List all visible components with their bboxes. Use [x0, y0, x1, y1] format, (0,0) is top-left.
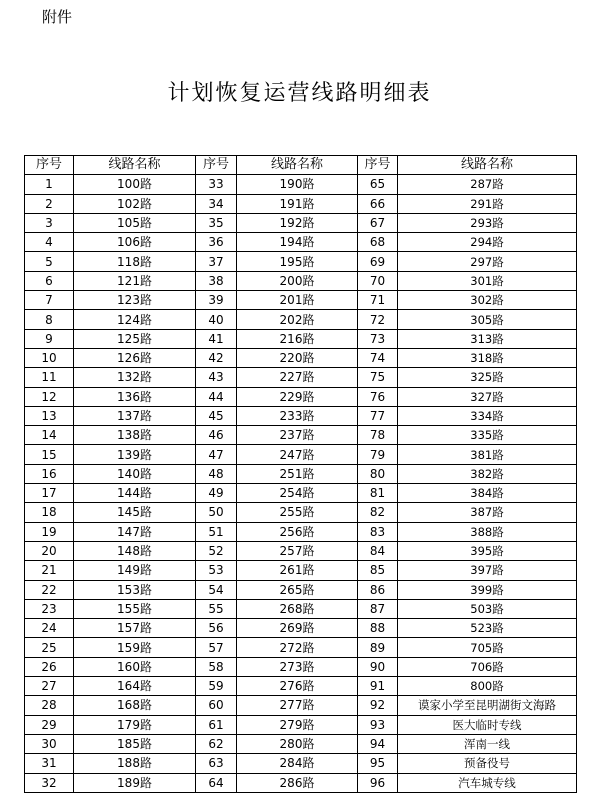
seq-cell: 54: [196, 580, 237, 599]
route-name-cell: 125路: [74, 329, 196, 348]
table-row: [25, 619, 577, 638]
route-name-cell: 139路: [74, 445, 196, 464]
table-row: [25, 599, 577, 618]
document-title: 计划恢复运营线路明细表: [167, 81, 432, 106]
route-name-cell: 189路: [74, 773, 196, 792]
route-name-cell: 194路: [237, 233, 358, 252]
route-name-cell: 149路: [74, 561, 196, 580]
seq-cell: 35: [196, 213, 237, 232]
seq-cell: 96: [358, 773, 398, 792]
route-name-cell: 159路: [74, 638, 196, 657]
seq-cell: 7: [25, 291, 74, 310]
table-row: [25, 271, 577, 290]
seq-cell: 18: [25, 503, 74, 522]
route-name-cell: 397路: [398, 561, 577, 580]
table-row: [25, 754, 577, 773]
seq-cell: 88: [358, 619, 398, 638]
route-name-cell: 164路: [74, 677, 196, 696]
route-name-cell: 123路: [74, 291, 196, 310]
route-name-cell: 297路: [398, 252, 577, 271]
seq-cell: 59: [196, 677, 237, 696]
table-row: [25, 734, 577, 753]
seq-cell: 55: [196, 599, 237, 618]
route-name-cell: 257路: [237, 541, 358, 560]
route-name-cell: 276路: [237, 677, 358, 696]
seq-cell: 27: [25, 677, 74, 696]
seq-cell: 2: [25, 194, 74, 213]
table-row: [25, 773, 577, 792]
seq-cell: 91: [358, 677, 398, 696]
table-row: [25, 580, 577, 599]
route-name-cell: 医大临时专线: [398, 715, 577, 734]
table-header-row: [25, 156, 577, 175]
route-name-cell: 327路: [398, 387, 577, 406]
seq-cell: 4: [25, 233, 74, 252]
seq-cell: 53: [196, 561, 237, 580]
seq-cell: 75: [358, 368, 398, 387]
seq-cell: 78: [358, 426, 398, 445]
seq-cell: 90: [358, 657, 398, 676]
seq-cell: 16: [25, 464, 74, 483]
seq-cell: 28: [25, 696, 74, 715]
route-name-cell: 291路: [398, 194, 577, 213]
route-name-cell: 280路: [237, 734, 358, 753]
route-name-cell: 251路: [237, 464, 358, 483]
table-row: [25, 348, 577, 367]
seq-cell: 26: [25, 657, 74, 676]
seq-cell: 34: [196, 194, 237, 213]
seq-cell: 60: [196, 696, 237, 715]
route-name-cell: 202路: [237, 310, 358, 329]
route-name-cell: 132路: [74, 368, 196, 387]
route-name-cell: 261路: [237, 561, 358, 580]
seq-cell: 48: [196, 464, 237, 483]
seq-cell: 95: [358, 754, 398, 773]
route-name-cell: 216路: [237, 329, 358, 348]
route-name-cell: 179路: [74, 715, 196, 734]
route-name-cell: 294路: [398, 233, 577, 252]
route-name-cell: 284路: [237, 754, 358, 773]
seq-cell: 81: [358, 484, 398, 503]
route-name-cell: 168路: [74, 696, 196, 715]
table-row: [25, 291, 577, 310]
route-name-cell: 195路: [237, 252, 358, 271]
seq-cell: 94: [358, 734, 398, 753]
table-row: [25, 387, 577, 406]
seq-cell: 87: [358, 599, 398, 618]
route-name-cell: 227路: [237, 368, 358, 387]
seq-cell: 42: [196, 348, 237, 367]
route-name-cell: 201路: [237, 291, 358, 310]
seq-cell: 57: [196, 638, 237, 657]
table-row: [25, 329, 577, 348]
route-name-cell: 273路: [237, 657, 358, 676]
seq-cell: 8: [25, 310, 74, 329]
table-row: [25, 522, 577, 541]
route-name-cell: 388路: [398, 522, 577, 541]
seq-cell: 12: [25, 387, 74, 406]
seq-cell: 9: [25, 329, 74, 348]
route-name-cell: 106路: [74, 233, 196, 252]
seq-cell: 44: [196, 387, 237, 406]
seq-cell: 30: [25, 734, 74, 753]
route-name-cell: 233路: [237, 406, 358, 425]
route-name-cell: 279路: [237, 715, 358, 734]
seq-cell: 5: [25, 252, 74, 271]
route-name-cell: 503路: [398, 599, 577, 618]
header-seq-1: 序号: [25, 156, 74, 175]
table-row: [25, 406, 577, 425]
seq-cell: 52: [196, 541, 237, 560]
seq-cell: 32: [25, 773, 74, 792]
seq-cell: 51: [196, 522, 237, 541]
route-name-cell: 334路: [398, 406, 577, 425]
seq-cell: 86: [358, 580, 398, 599]
route-name-cell: 293路: [398, 213, 577, 232]
seq-cell: 80: [358, 464, 398, 483]
route-name-cell: 268路: [237, 599, 358, 618]
header-route-name-1: 线路名称: [74, 156, 196, 175]
route-name-cell: 192路: [237, 213, 358, 232]
seq-cell: 72: [358, 310, 398, 329]
seq-cell: 25: [25, 638, 74, 657]
seq-cell: 33: [196, 175, 237, 194]
route-name-cell: 256路: [237, 522, 358, 541]
route-name-cell: 145路: [74, 503, 196, 522]
route-name-cell: 220路: [237, 348, 358, 367]
route-name-cell: 136路: [74, 387, 196, 406]
attachment-label: 附件: [42, 8, 73, 26]
seq-cell: 63: [196, 754, 237, 773]
route-name-cell: 160路: [74, 657, 196, 676]
seq-cell: 68: [358, 233, 398, 252]
table-row: [25, 561, 577, 580]
seq-cell: 77: [358, 406, 398, 425]
seq-cell: 41: [196, 329, 237, 348]
seq-cell: 89: [358, 638, 398, 657]
seq-cell: 46: [196, 426, 237, 445]
seq-cell: 47: [196, 445, 237, 464]
route-name-cell: 153路: [74, 580, 196, 599]
route-name-cell: 浑南一线: [398, 734, 577, 753]
route-name-cell: 124路: [74, 310, 196, 329]
seq-cell: 45: [196, 406, 237, 425]
seq-cell: 73: [358, 329, 398, 348]
route-table: [24, 155, 577, 793]
seq-cell: 29: [25, 715, 74, 734]
seq-cell: 20: [25, 541, 74, 560]
seq-cell: 1: [25, 175, 74, 194]
seq-cell: 62: [196, 734, 237, 753]
table-row: [25, 464, 577, 483]
route-name-cell: 147路: [74, 522, 196, 541]
route-name-cell: 269路: [237, 619, 358, 638]
seq-cell: 10: [25, 348, 74, 367]
route-name-cell: 185路: [74, 734, 196, 753]
seq-cell: 19: [25, 522, 74, 541]
route-name-cell: 301路: [398, 271, 577, 290]
table-row: [25, 368, 577, 387]
route-name-cell: 汽车城专线: [398, 773, 577, 792]
seq-cell: 74: [358, 348, 398, 367]
header-route-name-2: 线路名称: [237, 156, 358, 175]
route-name-cell: 157路: [74, 619, 196, 638]
seq-cell: 85: [358, 561, 398, 580]
route-name-cell: 155路: [74, 599, 196, 618]
seq-cell: 13: [25, 406, 74, 425]
seq-cell: 21: [25, 561, 74, 580]
route-name-cell: 800路: [398, 677, 577, 696]
route-name-cell: 190路: [237, 175, 358, 194]
route-name-cell: 399路: [398, 580, 577, 599]
seq-cell: 37: [196, 252, 237, 271]
route-name-cell: 254路: [237, 484, 358, 503]
route-name-cell: 265路: [237, 580, 358, 599]
route-name-cell: 706路: [398, 657, 577, 676]
seq-cell: 65: [358, 175, 398, 194]
seq-cell: 23: [25, 599, 74, 618]
seq-cell: 92: [358, 696, 398, 715]
route-name-cell: 287路: [398, 175, 577, 194]
table-row: [25, 252, 577, 271]
route-name-cell: 144路: [74, 484, 196, 503]
seq-cell: 22: [25, 580, 74, 599]
route-name-cell: 237路: [237, 426, 358, 445]
route-name-cell: 286路: [237, 773, 358, 792]
table-row: [25, 638, 577, 657]
route-name-cell: 384路: [398, 484, 577, 503]
seq-cell: 66: [358, 194, 398, 213]
route-name-cell: 313路: [398, 329, 577, 348]
seq-cell: 61: [196, 715, 237, 734]
table-row: [25, 715, 577, 734]
seq-cell: 15: [25, 445, 74, 464]
seq-cell: 64: [196, 773, 237, 792]
seq-cell: 3: [25, 213, 74, 232]
route-name-cell: 137路: [74, 406, 196, 425]
route-name-cell: 705路: [398, 638, 577, 657]
route-name-cell: 预备役号: [398, 754, 577, 773]
table-row: [25, 175, 577, 194]
header-seq-2: 序号: [196, 156, 237, 175]
seq-cell: 6: [25, 271, 74, 290]
table-row: [25, 426, 577, 445]
route-name-cell: 272路: [237, 638, 358, 657]
route-name-cell: 302路: [398, 291, 577, 310]
seq-cell: 43: [196, 368, 237, 387]
route-name-cell: 188路: [74, 754, 196, 773]
route-name-cell: 247路: [237, 445, 358, 464]
seq-cell: 79: [358, 445, 398, 464]
route-name-cell: 105路: [74, 213, 196, 232]
route-name-cell: 382路: [398, 464, 577, 483]
route-name-cell: 200路: [237, 271, 358, 290]
seq-cell: 31: [25, 754, 74, 773]
seq-cell: 67: [358, 213, 398, 232]
route-name-cell: 100路: [74, 175, 196, 194]
route-name-cell: 谟家小学至昆明湖街文海路: [398, 696, 577, 715]
seq-cell: 11: [25, 368, 74, 387]
table-row: [25, 503, 577, 522]
table-row: [25, 677, 577, 696]
route-name-cell: 191路: [237, 194, 358, 213]
route-name-cell: 277路: [237, 696, 358, 715]
header-route-name-3: 线路名称: [398, 156, 577, 175]
route-name-cell: 395路: [398, 541, 577, 560]
route-name-cell: 305路: [398, 310, 577, 329]
seq-cell: 17: [25, 484, 74, 503]
table-row: [25, 541, 577, 560]
seq-cell: 39: [196, 291, 237, 310]
seq-cell: 38: [196, 271, 237, 290]
table-row: [25, 194, 577, 213]
seq-cell: 40: [196, 310, 237, 329]
route-name-cell: 140路: [74, 464, 196, 483]
seq-cell: 56: [196, 619, 237, 638]
route-name-cell: 102路: [74, 194, 196, 213]
table-row: [25, 696, 577, 715]
route-name-cell: 148路: [74, 541, 196, 560]
table-row: [25, 657, 577, 676]
seq-cell: 58: [196, 657, 237, 676]
seq-cell: 71: [358, 291, 398, 310]
header-seq-3: 序号: [358, 156, 398, 175]
seq-cell: 93: [358, 715, 398, 734]
route-name-cell: 325路: [398, 368, 577, 387]
table-row: [25, 484, 577, 503]
seq-cell: 69: [358, 252, 398, 271]
seq-cell: 70: [358, 271, 398, 290]
seq-cell: 82: [358, 503, 398, 522]
table-body: [25, 175, 577, 793]
table-row: [25, 310, 577, 329]
seq-cell: 49: [196, 484, 237, 503]
seq-cell: 84: [358, 541, 398, 560]
table-row: [25, 445, 577, 464]
route-name-cell: 229路: [237, 387, 358, 406]
route-name-cell: 318路: [398, 348, 577, 367]
seq-cell: 83: [358, 522, 398, 541]
seq-cell: 14: [25, 426, 74, 445]
table-row: [25, 213, 577, 232]
seq-cell: 24: [25, 619, 74, 638]
route-name-cell: 118路: [74, 252, 196, 271]
seq-cell: 36: [196, 233, 237, 252]
route-name-cell: 126路: [74, 348, 196, 367]
seq-cell: 50: [196, 503, 237, 522]
route-name-cell: 381路: [398, 445, 577, 464]
route-name-cell: 387路: [398, 503, 577, 522]
route-name-cell: 255路: [237, 503, 358, 522]
seq-cell: 76: [358, 387, 398, 406]
route-name-cell: 121路: [74, 271, 196, 290]
route-name-cell: 335路: [398, 426, 577, 445]
route-name-cell: 523路: [398, 619, 577, 638]
table-row: [25, 233, 577, 252]
route-name-cell: 138路: [74, 426, 196, 445]
